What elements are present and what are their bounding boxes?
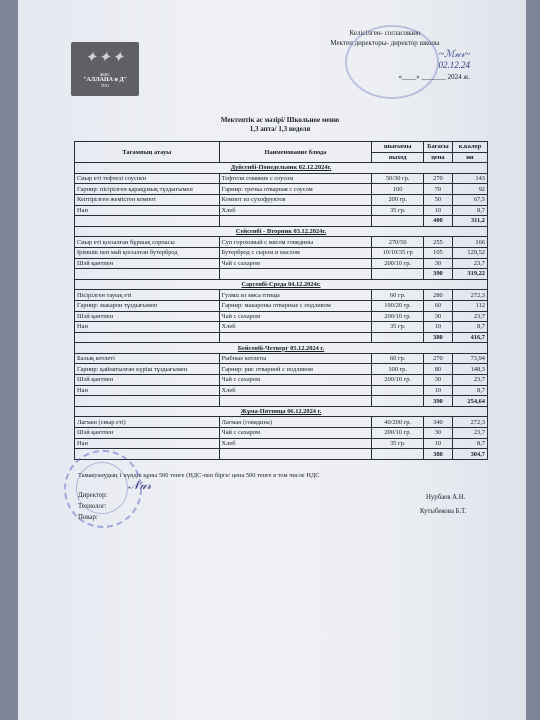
dish-name-kz: Сиыр еті тефтелі соуспен [75, 173, 220, 184]
dish-name-ru: Чай с сахаром [219, 375, 372, 386]
dish-price: 30 [423, 258, 452, 269]
dish-price: 270 [423, 353, 452, 364]
dish-output: 50/30 гр. [372, 173, 424, 184]
dish-output: 200/10 гр. [372, 428, 424, 439]
day-header-row [75, 226, 488, 237]
day-title: Жұма-Пятница 06.12.2024 г. [75, 406, 488, 417]
dish-name-kz: Шэй қантпен [75, 311, 220, 322]
dish-name-ru: Чай с сахаром [219, 428, 372, 439]
dish-kcal: 8,7 [452, 205, 487, 216]
dish-price: 10 [423, 438, 452, 449]
dish-price: 60 [423, 300, 452, 311]
day-total-price: 380 [423, 449, 452, 460]
dish-name-kz: Шэй қантпен [75, 428, 220, 439]
day-total-kcal: 319,22 [452, 269, 487, 280]
dish-output: 200/10 гр. [372, 311, 424, 322]
table-row [75, 438, 488, 449]
dish-name-ru: Гарнир: рис отварной с подливом [219, 364, 372, 375]
empty-cell [372, 269, 424, 280]
dish-price: 105 [423, 247, 452, 258]
day-total-kcal: 416,7 [452, 332, 487, 343]
table-row [75, 205, 488, 216]
table-row [75, 364, 488, 375]
day-header-row [75, 279, 488, 290]
dish-name-ru: Суп гороховый с мясом говядины [219, 237, 372, 248]
header-kcal-top: к.калор [452, 142, 487, 153]
day-title: Сейсенбі - Вторник 03.12.2024г. [75, 226, 488, 237]
dish-name-ru: Хлеб [219, 385, 372, 396]
table-row [75, 428, 488, 439]
dish-output: 200/10 гр. [372, 375, 424, 386]
dish-name-ru: Компот из сухофруктов [219, 194, 372, 205]
day-header-row [75, 343, 488, 354]
day-total-row [75, 396, 488, 407]
header-price-top: Бағасы [423, 142, 452, 153]
table-row [75, 247, 488, 258]
dish-price: 340 [423, 417, 452, 428]
dish-name-ru: Бутерброд с сыром и маслом [219, 247, 372, 258]
technologist-label: Технолог: [78, 503, 107, 510]
table-row [75, 194, 488, 205]
dish-name-ru: Гуляш из мяса птицы [219, 290, 372, 301]
day-total-price: 390 [423, 396, 452, 407]
dish-name-kz: Балық котлеті [75, 353, 220, 364]
dish-name-ru: Тефтели говяжие с соусом [219, 173, 372, 184]
header-output-top: шығымы [372, 142, 424, 153]
dish-output: 10/10/35 гр [372, 247, 424, 258]
header-kcal-bottom: ии [452, 152, 487, 163]
director-label: Директор: [78, 492, 108, 499]
empty-cell [219, 449, 372, 460]
dish-output: 100 [372, 184, 424, 195]
title-line2: 1,3 апта/ 1,3 неделя [249, 125, 311, 133]
dish-name-kz: Ірімшік пен май қосылған бутерброд [75, 247, 220, 258]
dish-output: 270/50 [372, 237, 424, 248]
table-row [75, 258, 488, 269]
table-row [75, 311, 488, 322]
dish-output: 35 гр. [372, 205, 424, 216]
day-total-kcal: 254,64 [452, 396, 487, 407]
day-title: Дүйсенбі-Понедельник 02.12.2024г. [75, 163, 488, 174]
dish-kcal: 92 [452, 184, 487, 195]
dish-kcal: 8,7 [452, 438, 487, 449]
logo-text-line3: ТОО [100, 83, 110, 88]
header-ru-name: Наименование блюда [219, 142, 372, 163]
bottom-signature: 𝒩𝓊𝓇 [128, 478, 152, 492]
dish-name-ru: Лагман (говядина) [219, 417, 372, 428]
price-note: Тамақтанудың 1 күндік құны 500 тенге (НДС-пен бірге/ цена 500 тенге в том числе НДС [78, 472, 320, 479]
day-title: Бейсенбі-Четверг 05.12.2024 г. [75, 343, 488, 354]
dish-kcal: 23,7 [452, 311, 487, 322]
table-row [75, 300, 488, 311]
dish-name-kz: Нан [75, 438, 220, 449]
dish-price: 30 [423, 311, 452, 322]
dish-price: 280 [423, 290, 452, 301]
empty-cell [75, 396, 220, 407]
day-header-row [75, 406, 488, 417]
empty-cell [75, 332, 220, 343]
table-header-row [75, 142, 488, 153]
empty-cell [372, 396, 424, 407]
dish-name-kz: Лагман (сиыр еті) [75, 417, 220, 428]
dish-name-kz: Пісірілген тауық еті [75, 290, 220, 301]
table-row [75, 173, 488, 184]
dish-output: 200 гр. [372, 194, 424, 205]
dish-price: 255 [423, 237, 452, 248]
approval-date-line: «____» _______ 2024 ж. [398, 73, 470, 81]
dish-price: 30 [423, 428, 452, 439]
dish-name-ru: Хлеб [219, 205, 372, 216]
dish-kcal: 8,7 [452, 322, 487, 333]
header-kz-name: Тағамның атауы [75, 142, 220, 163]
dish-kcal: 23,7 [452, 258, 487, 269]
dish-name-kz: Шэй қантпен [75, 258, 220, 269]
table-row [75, 322, 488, 333]
dish-kcal: 23,7 [452, 375, 487, 386]
approval-line2: Мектеп директоры- директор школы [330, 39, 440, 47]
dish-kcal: 8,7 [452, 385, 487, 396]
approval-handwritten-date: 02.12.24 [438, 60, 470, 70]
empty-cell [75, 216, 220, 227]
dish-price: 70 [423, 184, 452, 195]
dish-name-kz: Шэй қантпен [75, 375, 220, 386]
dish-name-kz: Сиыр еті қосылған бұршақ сорпасы [75, 237, 220, 248]
dish-output: 40/200 гр. [372, 417, 424, 428]
dish-price: 80 [423, 364, 452, 375]
dish-name-ru: Рыбные котлеты [219, 353, 372, 364]
table-row [75, 385, 488, 396]
dish-name-kz: Гарнир: макарон тұздығымен [75, 300, 220, 311]
dish-price: 10 [423, 205, 452, 216]
approval-line1: Келісілген- согласовано [349, 29, 421, 37]
day-total-price: 380 [423, 332, 452, 343]
dish-price: 270 [423, 173, 452, 184]
dish-name-ru: Хлеб [219, 438, 372, 449]
day-total-price: 400 [423, 216, 452, 227]
company-logo [71, 42, 139, 96]
dish-price: 30 [423, 375, 452, 386]
empty-cell [219, 269, 372, 280]
dish-output: 60 гр. [372, 290, 424, 301]
day-title: Сәрсенбі-Среда 04.12.2024г. [75, 279, 488, 290]
dish-output: 60 гр. [372, 353, 424, 364]
page-title [120, 116, 440, 134]
dish-kcal: 67,5 [452, 194, 487, 205]
logo-mark: ✦✦✦ [84, 50, 126, 66]
day-total-price: 390 [423, 269, 452, 280]
technologist-name: Кутыбекова Б.Т. [420, 508, 467, 515]
dish-name-kz: Нан [75, 385, 220, 396]
dish-name-kz: Нан [75, 322, 220, 333]
table-row [75, 353, 488, 364]
day-total-kcal: 304,7 [452, 449, 487, 460]
day-total-row [75, 449, 488, 460]
dish-price: 10 [423, 322, 452, 333]
dish-kcal: 73,94 [452, 353, 487, 364]
dish-kcal: 166 [452, 237, 487, 248]
dish-kcal: 272,3 [452, 290, 487, 301]
dish-name-ru: Чай с сахаром [219, 311, 372, 322]
dish-name-kz: Гарнир: қайнатылған күріш тұздығымен [75, 364, 220, 375]
dish-output: 35 гр. [372, 438, 424, 449]
dish-kcal: 129,52 [452, 247, 487, 258]
empty-cell [219, 332, 372, 343]
dish-output: 35 гр. [372, 322, 424, 333]
empty-cell [75, 269, 220, 280]
empty-cell [219, 396, 372, 407]
approval-block [300, 28, 470, 82]
menu-table [74, 141, 488, 460]
day-header-row [75, 163, 488, 174]
day-total-row [75, 269, 488, 280]
dish-kcal: 143 [452, 173, 487, 184]
dish-kcal: 112 [452, 300, 487, 311]
dish-name-kz: Гарнир: пісірілген қарақұмық тұздығымен [75, 184, 220, 195]
director-signature: ~ℳ𝓊𝓇~ [438, 49, 470, 60]
dish-price: 50 [423, 194, 452, 205]
dish-output: 200/10 гр. [372, 258, 424, 269]
dish-name-ru: Хлеб [219, 322, 372, 333]
table-row [75, 290, 488, 301]
empty-cell [372, 332, 424, 343]
title-line1: Мектептік ас мәзірі/ Школьное меню [220, 116, 340, 124]
dish-name-ru: Гарнир: макароны отварные с подливом [219, 300, 372, 311]
dish-name-ru: Чай с сахаром [219, 258, 372, 269]
dish-output: 100/20 гр. [372, 300, 424, 311]
header-price-bottom: цена [423, 152, 452, 163]
table-row [75, 184, 488, 195]
dish-output [372, 385, 424, 396]
menu-table-body [75, 163, 488, 460]
dish-kcal: 272,3 [452, 417, 487, 428]
dish-price: 10 [423, 385, 452, 396]
empty-cell [372, 449, 424, 460]
dish-output: 100 гр. [372, 364, 424, 375]
dish-kcal: 23,7 [452, 428, 487, 439]
logo-text-line1: ЖШС [99, 72, 111, 77]
day-total-row [75, 332, 488, 343]
table-row [75, 237, 488, 248]
empty-cell [219, 216, 372, 227]
header-output-bottom: выход [372, 152, 424, 163]
day-total-row [75, 216, 488, 227]
table-row [75, 417, 488, 428]
dish-kcal: 148,3 [452, 364, 487, 375]
logo-text-line2: "АЛЛАНА и Д" [83, 77, 127, 83]
dish-name-kz: Кептірілген жемістен компот [75, 194, 220, 205]
table-row [75, 375, 488, 386]
day-total-kcal: 311,2 [452, 216, 487, 227]
cook-label: Повар: [78, 514, 98, 521]
director-name: Нурбаев А.Н. [426, 494, 466, 501]
dish-name-ru: Гарнир: гречка отварная с соусом [219, 184, 372, 195]
empty-cell [372, 216, 424, 227]
dish-name-kz: Нан [75, 205, 220, 216]
